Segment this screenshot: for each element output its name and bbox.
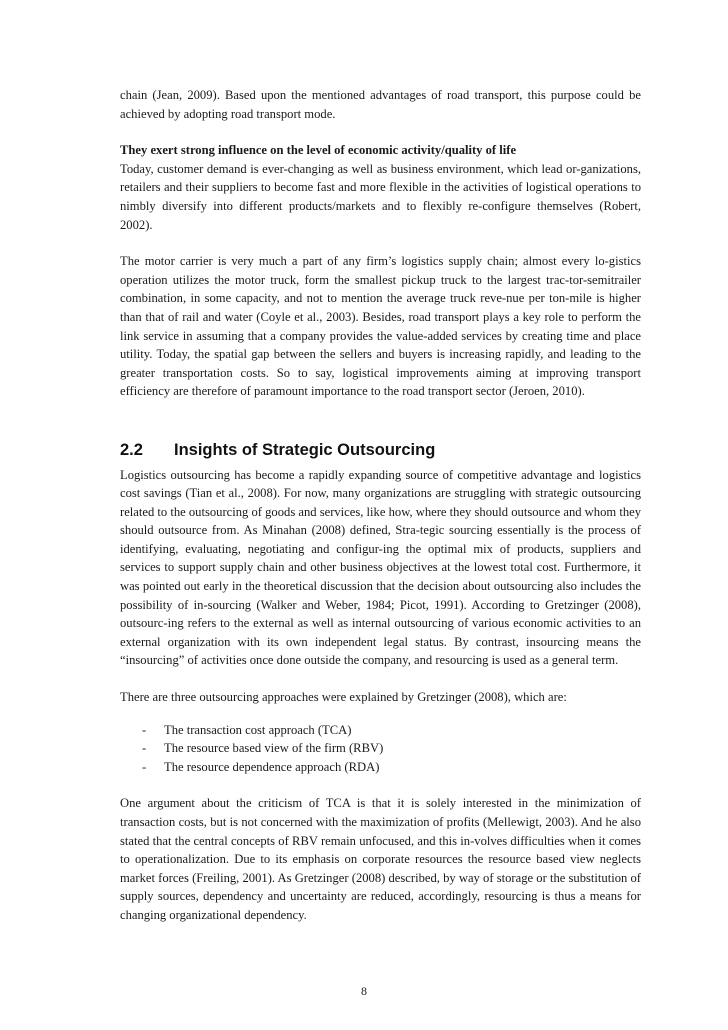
section-title: Insights of Strategic Outsourcing	[174, 440, 436, 459]
page-body	[120, 86, 641, 925]
dash-marker: -	[142, 759, 147, 774]
paragraph-motor-carrier: The motor carrier is very much a part of any firm’s logistics supply chain; almost every lo-gistics operation utilizes the motor truck, form the smallest pickup truck to the largest trac-tor-semitrailer combination, in some capacity, and not to mention the average truck reve-nue per ton-mile is higher than that of rail and water (Coyle et al., 2003). Besides, road transport plays a key role to perform the link service in assuming that a company provides the value-added services by creating time and place utility. Today, the spatial gap between the sellers and buyers is increasing rapidly, and leading to the greater transportation costs. So to say, logistical improvements aiming at improving transport efficiency are therefore of paramount importance to the road transport sector (Jeroen, 2010).	[120, 254, 641, 399]
section-number: 2.2	[120, 440, 143, 459]
paragraph-logistics-outsourcing: Logistics outsourcing has become a rapidly expanding source of competitive advantage and logistics cost savings (Tian et al., 2008). For now, many organizations are struggling with strategic outsourcing related to the outsourcing of goods and services, like how, where they should outsource and whom they should outsource from. As Minahan (2008) defined, Stra-tegic sourcing essentially is the process of identifying, evaluating, negotiating and configur-ing the optimal mix of products, suppliers and services to support supply chain and other business objectives at the lowest total cost. Furthermore, it was pointed out early in the theoretical discussion that the decision about outsourcing also includes the possibility of in-sourcing (Walker and Weber, 1984; Picot, 1991). According to Gretzinger (2008), outsourc-ing refers to the external as well as internal outsourcing of various economic activities to an external organization with its own independent legal status. By contrast, insourcing means the “insourcing” of activities once done outside the company, and resourcing is used as a general term.	[120, 467, 641, 668]
dash-marker: -	[142, 722, 147, 737]
list-item-text: The transaction cost approach (TCA)	[164, 722, 352, 737]
subheading-economic-activity: They exert strong influence on the level of economic activity/quality of life	[120, 143, 517, 158]
paragraph-intro: chain (Jean, 2009). Based upon the mentioned advantages of road transport, this purpose could be achieved by adopting road transport mode.	[120, 88, 641, 121]
list-item-text: The resource based view of the firm (RBV)	[164, 741, 384, 756]
list-item	[142, 721, 641, 740]
approaches-list	[120, 721, 641, 777]
paragraph-customer-demand: Today, customer demand is ever-changing as well as business environment, which lead or-ganizations, retailers and their suppliers to become fast and more flexible in the activities of logistical operations to nimbly diversify into different products/markets and to flexibly re-configure themselves (Robert, 2002).	[120, 161, 641, 232]
page-number: 8	[361, 984, 367, 998]
list-item	[142, 739, 641, 758]
list-item	[142, 758, 641, 777]
paragraph-tca-criticism: One argument about the criticism of TCA is that it is solely interested in the minimization of transaction costs, but is not concerned with the maximization of profits (Mellewigt, 2003). And he also stated that the central concepts of RBV remain unfocused, and this in-volves difficulties when it comes to operationalization. Due to its emphasis on corporate resources the resource based view neglects market forces (Freiling, 2001). As Gretzinger (2008) described, by way of storage or the substitution of supply sources, dependency and uncertainty are reduced, accordingly, resourcing is thus a means for changing organizational dependency.	[120, 796, 641, 922]
paragraph-three-approaches: There are three outsourcing approaches were explained by Gretzinger (2008), which are:	[120, 690, 567, 705]
dash-marker: -	[142, 741, 147, 756]
section-heading	[120, 441, 641, 460]
list-item-text: The resource dependence approach (RDA)	[164, 759, 380, 774]
